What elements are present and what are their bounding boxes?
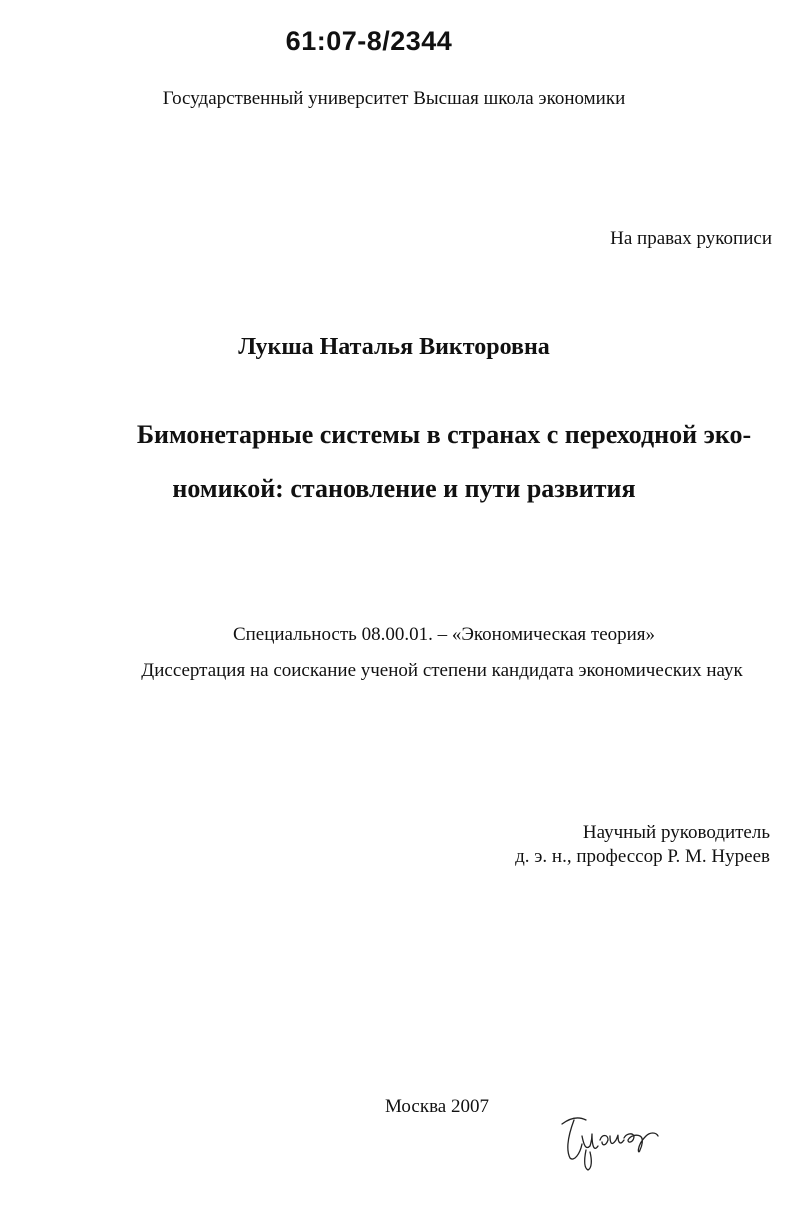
advisor-label: Научный руководитель [582, 822, 770, 843]
city-year: Москва 2007 [385, 1096, 489, 1117]
specialty-line: Специальность 08.00.01. – «Экономическая теория» [232, 624, 656, 645]
catalog-number: 61:07-8/2344 [285, 26, 453, 56]
author-name: Лукша Наталья Викторовна [238, 334, 550, 360]
advisor-name: д. э. н., профессор Р. М. Нуреев [515, 846, 770, 867]
manuscript-note: На правах рукописи [610, 228, 772, 249]
dissertation-title-line-2: номикой: становление и пути развития [172, 474, 636, 503]
dissertation-title-line-1: Бимонетарные системы в странах с переходной эко- [136, 420, 752, 449]
handwritten-signature [556, 1106, 666, 1174]
university-name: Государственный университет Высшая школа экономики [162, 88, 626, 109]
degree-line: Диссертация на соискание ученой степени кандидата экономических наук [141, 660, 743, 681]
